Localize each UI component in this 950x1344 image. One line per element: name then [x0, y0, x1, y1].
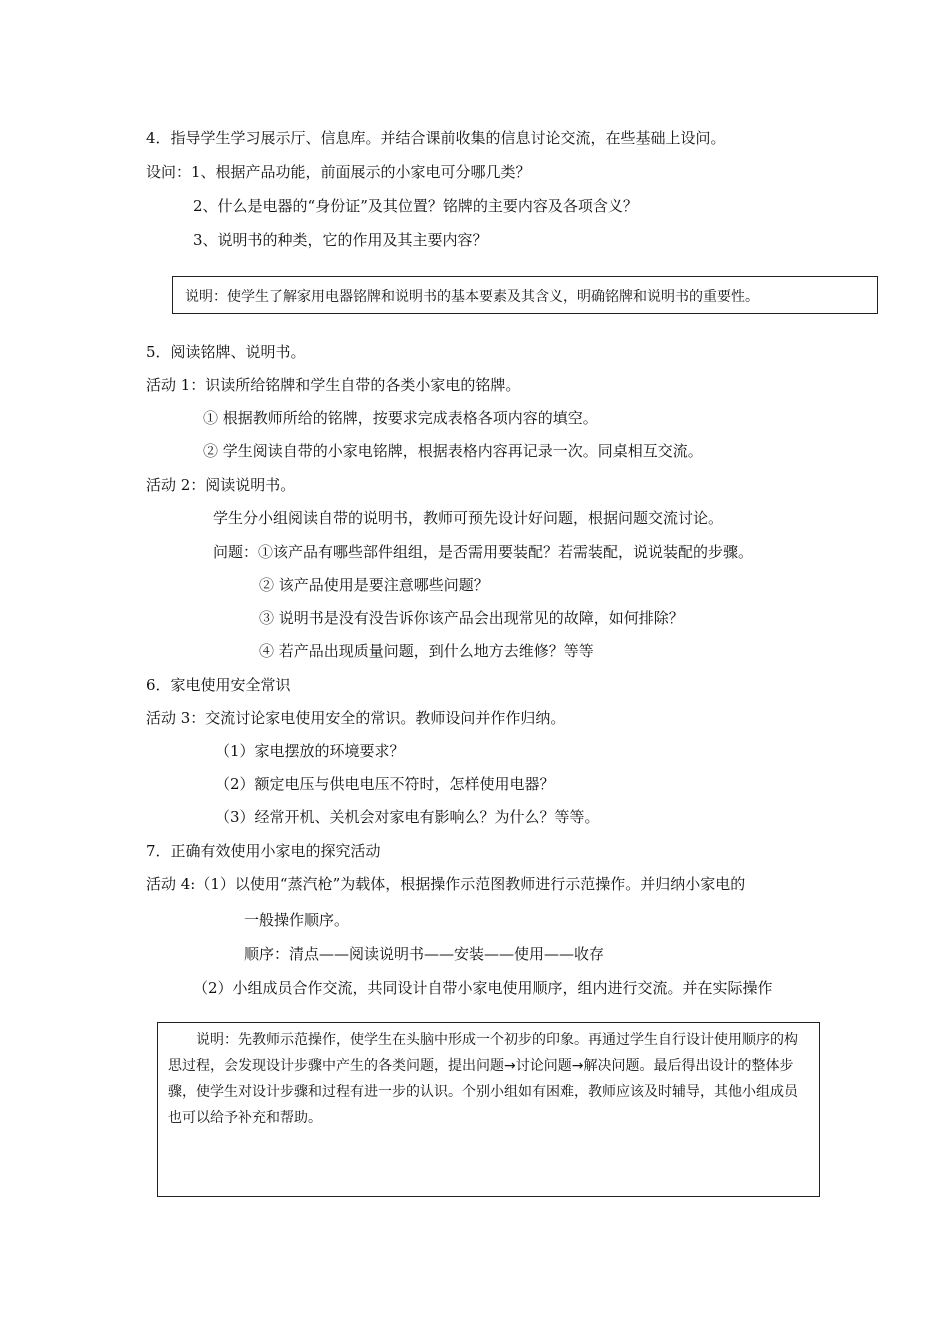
text-line: （1）家电摆放的环境要求？ [215, 742, 405, 760]
text-line: 5．阅读铭牌、说明书。 [146, 343, 306, 361]
text-line: 活动 1：识读所给铭牌和学生自带的各类小家电的铭牌。 [146, 376, 521, 394]
text-line: 顺序：清点——阅读说明书——安装——使用——收存 [244, 945, 605, 963]
text-line: ① 根据教师所给的铭牌，按要求完成表格各项内容的填空。 [203, 409, 598, 427]
text-line: 6．家电使用安全常识 [146, 676, 291, 694]
text-line: （2）小组成员合作交流，共同设计自带小家电使用顺序，组内进行交流。并在实际操作 [193, 979, 773, 997]
text-line: 问题：①该产品有哪些部件组组，是否需用要装配？若需装配，说说装配的步骤。 [213, 543, 754, 561]
text-line: 活动 2：阅读说明书。 [146, 476, 296, 494]
text-line: 设问：1、根据产品功能，前面展示的小家电可分哪几类？ [146, 163, 531, 181]
note-text: 说明：先教师示范操作，使学生在头脑中形成一个初步的印象。再通过学生自行设计使用顺序的构思过程，会发现设计步骤中产生的各类问题，提出问题→讨论问题→解决问题。最后得出设计的整体步骤，使学生对设计步骤和过程有进一步的认识。个别小组如有困难，教师应该及时辅导，其他小组成员也可以给予补充和帮助。 [168, 1032, 798, 1126]
note-box: 说明：使学生了解家用电器铭牌和说明书的基本要素及其含义，明确铭牌和说明书的重要性。 [172, 276, 878, 314]
text-line: ② 学生阅读自带的小家电铭牌，根据表格内容再记录一次。同桌相互交流。 [203, 442, 703, 460]
text-line: 2、什么是电器的“身份证”及其位置？铭牌的主要内容及各项含义？ [193, 197, 638, 215]
text-line: （2）额定电压与供电电压不符时，怎样使用电器？ [215, 775, 555, 793]
text-line: 4．指导学生学习展示厅、信息库。并结合课前收集的信息讨论交流，在些基础上设问。 [146, 129, 726, 147]
text-line: 学生分小组阅读自带的说明书，教师可预先设计好问题，根据问题交流讨论。 [213, 509, 724, 527]
text-line: 一般操作顺序。 [244, 911, 350, 929]
text-line: （3）经常开机、关机会对家电有影响么？为什么？等等。 [215, 808, 600, 826]
note-box [157, 1022, 820, 1197]
text-line: 活动 3：交流讨论家电使用安全的常识。教师设问并作作归纳。 [146, 709, 566, 727]
text-line: ③ 说明书是没有没告诉你该产品会出现常见的故障，如何排除？ [259, 609, 684, 627]
text-line: 3、说明书的种类，它的作用及其主要内容？ [193, 231, 488, 249]
text-line: ④ 若产品出现质量问题，到什么地方去维修？等等 [259, 642, 594, 660]
text-line: ② 该产品使用是要注意哪些问题？ [259, 576, 489, 594]
text-line: 活动 4:（1）以使用“蒸汽枪”为载体，根据操作示范图教师进行示范操作。并归纳小家电的 [146, 875, 746, 893]
text-line: 7．正确有效使用小家电的探究活动 [146, 842, 381, 860]
